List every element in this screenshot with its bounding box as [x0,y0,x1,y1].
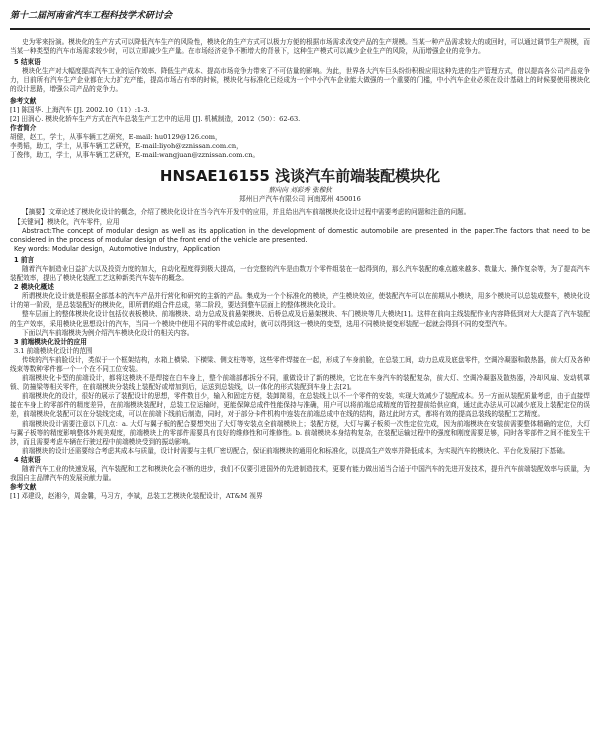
prev-author-item: 李勇韬，助工，学士，从事车辆工艺研究，E-mail:liyoh@zznissan.com.cn， [10,142,243,151]
prev-authors-heading: 作者简介 [10,123,37,132]
section4-heading: 4 结束语 [14,455,41,464]
section2-paragraph: 整车层面上的整体模块化设计包括仪表板模块、前端模块、动力总成及前悬架模块、后桥总成及后悬架模块、车门模块等几大模块[1]。这样在前向主线装配作业内容降低到对大大提高了汽车装配的生产效率，采用模块化思想设计的汽车，当同一个模块中使用不同的零件或总成时，就可以得到这一模块的变型，选用不同模块便变形装配一起就会得到不同的变型汽车。 [10,310,590,328]
section3-paragraph: 前端模块化卡型的前端设计，都将这模块不是焊接在白车身上，整个前端部都拆分不同，重做设计了新的模块，它比在车身汽车的装配复杂，前大灯、空调冷凝器及散热器，冷却风扇、发动机罩锁、防撞梁等相关零件，在前端模块分装线上装配好或增加到后，运送到总装线，以一体化的形式装配到车身上去[2]。 [10,374,590,392]
prev-author-item: 丁俊伟，助工，学士，从事车辆工艺研究，E-mail:wangjuan@zznissan.com.cn。 [10,151,260,160]
section3-subheading: 3.1 前端模块化设计的范围 [14,346,93,355]
prev-section5-heading: 5 结束语 [14,58,41,67]
conference-title: 第十二届河南省汽车工程科技学术研讨会 [10,11,173,21]
article-title: HNSAE16155 浅谈汽车前端装配模块化 [159,167,441,186]
section3-paragraph: 传统的汽车前脸设计，类似于一个框架结构，水箱上横梁、下横梁、侧支柱等等，这些零件焊接在一起，形成了车身前脸，在总装工间，动力总成及底盘零件，空调冷凝器和散热器，前大灯及各种线束等数种零件都一个一个在不同工位安装。 [10,355,590,373]
prev-section5-paragraph: 模块化生产对大幅度提高汽车工业的运作效率、降低生产成本、提高市场竞争力带来了不可估量的影响。为此，世界各大汽车巨头纷纷积极应用这种先进的生产管理方式，借以提高各公司产品竞争力，目前所有汽车生产企业都在大力扩充产能，提高市场占有率的时候，模块化与标准化已经成为一个中小汽车企业能大做强的一个重要的门槛，中小汽车企业必须在设计基础上的时候要使用模块化的设计思路，增强公司产品的竞争力。 [10,67,590,94]
prev-ref-item: [1] 陈国华. 上海汽车 [J]. 2002.10（11）:1-3. [10,105,150,114]
prev-refs-heading: 参考文献 [10,96,37,105]
abstract-en: Abstract:The concept of modular design as well as its application in the development of domestic automobile are presented in the paper.The factors that need to be considered in the process of modular design of the front end of the vehicle are presented. [10,226,590,244]
prev-author-item: 胡健，赵工，学士，从事车辆工艺研究，E-mail: hu0129@126.com， [10,132,222,141]
article-affiliation: 郑州日产汽车有限公司 河南郑州 450016 [239,195,361,204]
section1-heading: 1 前言 [14,255,35,264]
section1-paragraph: 随着汽车制造业日益扩大以及投资力度的加大，自动化程度得到极大提高，一台完整的汽车是由数万个零件组装在一起得到的，那么汽车装配的难点越来越多、数量大、操作复杂等，为了提高汽车装配效率，提出了模块化装配工艺这种新类汽车装车的概念。 [10,264,590,283]
page-content [10,38,590,501]
page-header [10,10,590,30]
section3-heading: 3 前端模块化设计的应用 [14,337,87,346]
prev-intro-paragraph: 史为零来扮演。模块化的生产方式可以降低汽车生产的风险性，模块化的生产方式可以极力方便的根据市场需求改变产品的生产规模。当某一种产品需求较大的或回时，可以通过调节生产规模，而当某一种类型的汽车市场需求较少时，可以立即减少生产量。在市场经济竞争不断增大的背景下，这种生产模式可以减少企业生产的风险，从而增强企业的竞争力。 [10,38,590,56]
section3-paragraph: 前端模块的设计还需要综合考虑其成本与质量，设计时需要与主机厂密切配合，保证前端模块的通用化和标准化，以提高生产效率并降低成本，为实现汽车的模块化、平台化发展打下基础。 [22,446,570,455]
ref-item: [1] 邓建设，赵湘今，周金馨，马习方，李斌，总装工艺模块化装配设计，AT&M 视界 [10,492,263,501]
section2-paragraph: 下面以汽车前端模块为例介绍汽车模块化设计的相关内容。 [22,328,194,337]
abstract-cn: 【摘要】文章论述了模块化设计的概念，介绍了模块化设计在当今汽车开发中的应用，并且给出汽车前端模块化设计过程中需要考虑的问题和注意的问题。 [22,208,471,217]
article-authors: 蔡向向 刘彩秀 张穆狄 [268,186,332,195]
prev-ref-item: [2] 田润心. 模块化轿车生产方式在汽车总装生产工艺中的运用 [J]. 机械制造，2012（50）：62-63. [10,114,301,123]
section3-paragraph: 前端模块化的设计，很好的展示了装配设计的思想，零件数目少，输入和固定方便，装卸简易，在总装线上以不一个零件的安装，实现大效减少了装配成本。另一方面从装配质量考虑，由于直接焊接在车身上的零部件的精度差异，在前端模块装配时，总装工位运输时，更能保障总成件性能保持与准确，用户可以将前端总成精度的管控提前给供应商，通过此办法从可以减少底及上装配定位的误差，前端模块化装配可以在分装线完成，可以在前端下线前后制造，同时，对于部分卡件机构中连装在前端总成中在线的结构，路过此时方式，都将有效的提高总装线的装配工艺精度。 [10,392,590,419]
section2-paragraph: 所谓模块化设计就是根据全部基本的汽车产品并行营化和研究的主新的产品。集成为一个个标准化的模块，产生模块效应，使装配汽车可以在前期从小模块，用多个模块可以总装成整车，模块化设计的第一阶段，是总装装配好的模块化，即所谓的组合件总成，第二阶段，要达到整车层面上的整体模块化设计。 [10,292,590,310]
keywords-cn: 【关键词】模块化，汽车零件，应用 [14,217,120,226]
keywords-en: Key words: Modular design，Automotive Industry，Application [14,244,221,253]
section3-paragraph: 前端模块设计需要注意以下几点：a. 大灯与翼子板的配合要想突出了大灯等安装点全前端模块上；装配方便，大灯与翼子板须一次性定位完成，因为前端模块在安装前需要整体精确的定位，大灯与翼子板等的精度影响整体外观美观度，前端模块上的零部件需要具有良好的维修性和可维修性。b. 前端模块本身结构复杂，在装配运输过程中的强度和刚度需要足够，同时各零部件之间不能发生干涉，而且需要考虑车辆在行驶过程中前端模块受到的振动影响。 [10,419,590,446]
refs-heading: 参考文献 [10,483,37,492]
section2-heading: 2 模块化概述 [14,283,54,292]
section4-paragraph: 随着汽车工业的快速发展，汽车装配和工艺和模块化会不断的进步，我们不仅要引进国外的先进制造技术，更要有能力做出适当合适于中国汽车的先进开发技术，提升汽车前端装配效率与质量，为我国自主品牌汽车的发展贡献力量。 [10,465,590,483]
